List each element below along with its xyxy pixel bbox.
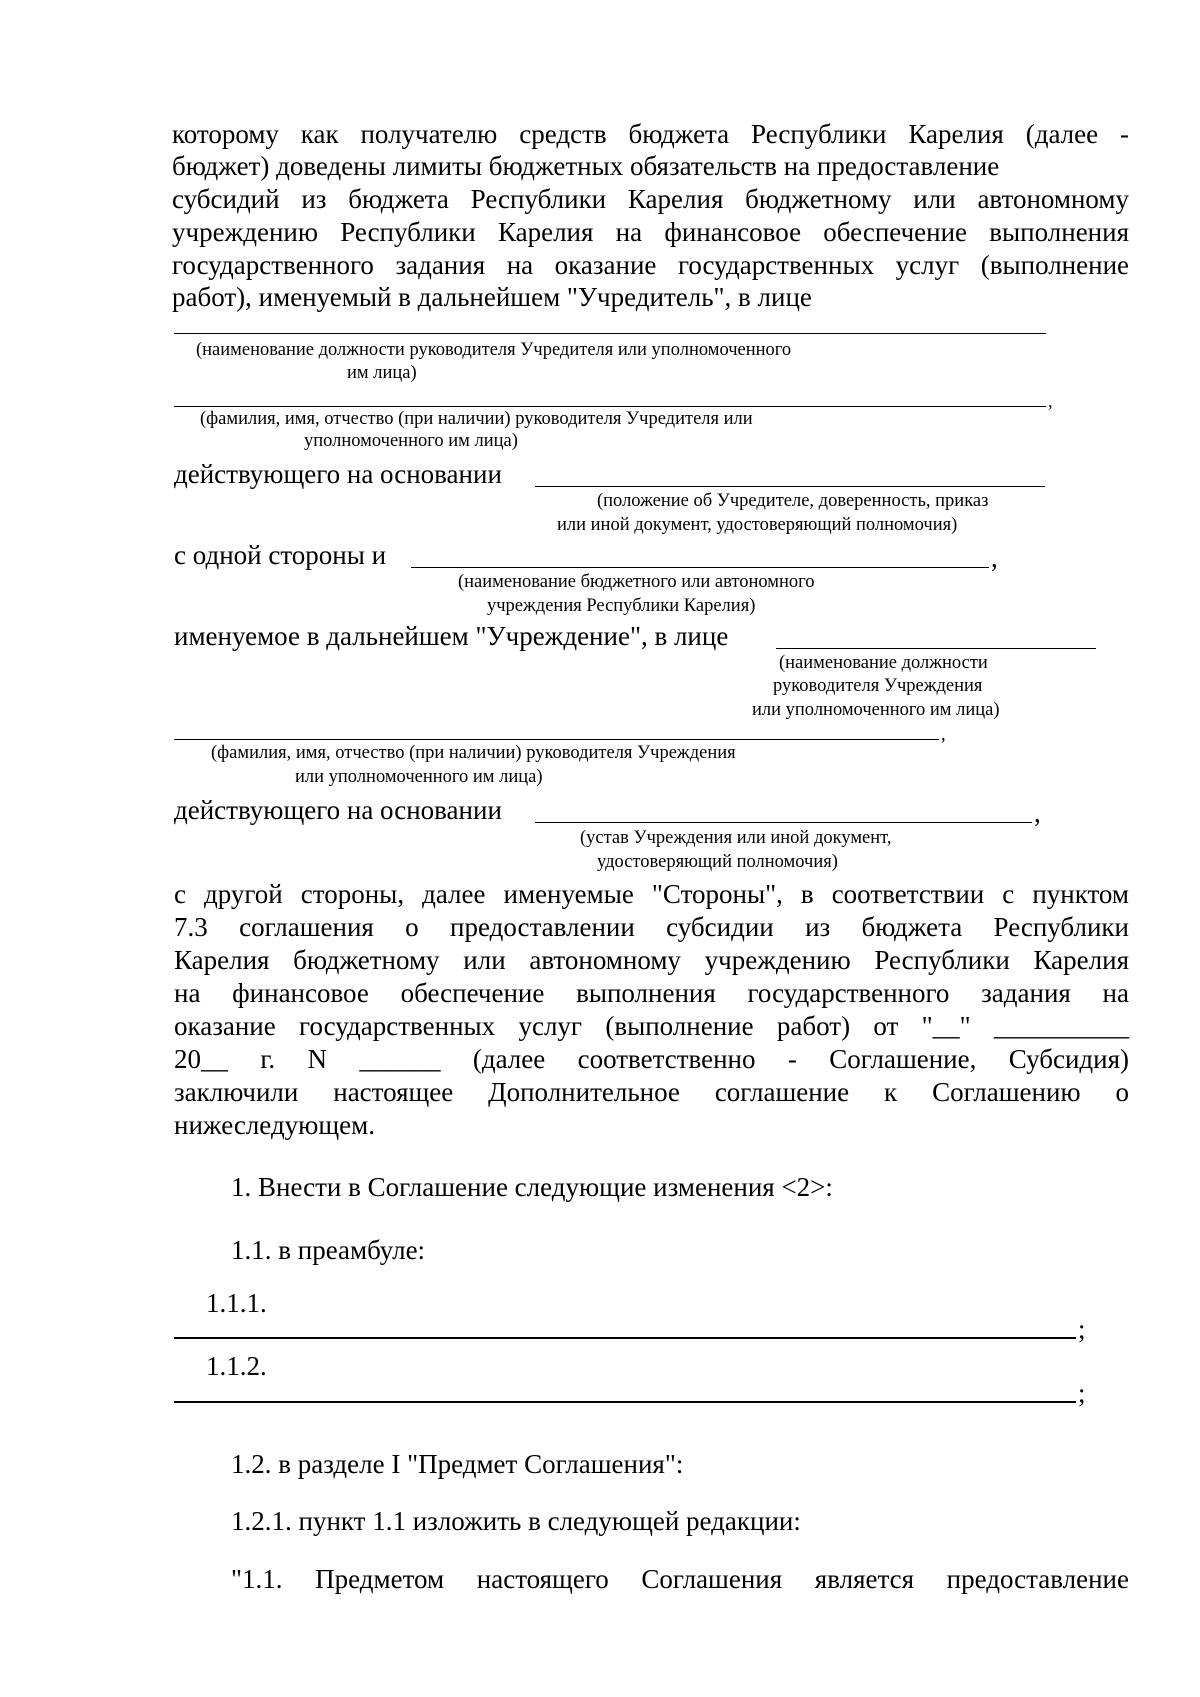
founder-position-field[interactable] bbox=[174, 333, 1046, 334]
agreement-line-7: заключили настоящее Дополнительное соглашение к Соглашению о bbox=[174, 1077, 1129, 1107]
institution-one-side-label: с одной стороны и bbox=[174, 540, 387, 570]
item-1-1-quote: "1.1. Предметом настоящего Соглашения является предоставление bbox=[231, 1564, 1129, 1594]
founder-name-caption-2: уполномоченного им лица) bbox=[304, 431, 518, 451]
institution-position-field[interactable] bbox=[776, 648, 1096, 649]
item-1-1-2: 1.1.2. bbox=[206, 1351, 267, 1381]
institution-acting-label: действующего на основании bbox=[174, 795, 502, 825]
founder-basis-caption-1: (положение об Учредителе, доверенность, приказ bbox=[597, 491, 989, 511]
agreement-line-3: Карелия бюджетному или автономному учреждению Республики Карелия bbox=[174, 945, 1129, 975]
item-1-1-1: 1.1.1. bbox=[206, 1288, 267, 1318]
institution-position-caption-1: (наименование должности bbox=[779, 653, 988, 673]
agreement-line-4: на финансовое обеспечение выполнения государственного задания на bbox=[174, 978, 1129, 1008]
institution-person-caption-2: или уполномоченного им лица) bbox=[295, 767, 543, 787]
founder-basis-caption-2: или иной документ, удостоверяющий полномочия) bbox=[557, 515, 958, 535]
institution-name-field[interactable] bbox=[411, 567, 989, 568]
institution-name-comma: , bbox=[991, 543, 998, 573]
institution-basis-caption-1: (устав Учреждения или иной документ, bbox=[580, 828, 892, 848]
agreement-line-8: нижеследующем. bbox=[174, 1110, 375, 1140]
institution-position-caption-2: руководителя Учреждения bbox=[773, 676, 983, 696]
institution-name-caption-1: (наименование бюджетного или автономного bbox=[458, 572, 815, 592]
founder-acting-label: действующего на основании bbox=[174, 459, 502, 489]
institution-name-caption-2: учреждения Республики Карелия) bbox=[487, 596, 756, 616]
item-1-1-1-field[interactable] bbox=[174, 1337, 1076, 1339]
intro-line-5: государственного задания на оказание государственных услуг (выполнение bbox=[172, 250, 1129, 280]
item-1-1-2-field[interactable] bbox=[174, 1401, 1076, 1403]
institution-basis-field[interactable] bbox=[535, 822, 1032, 823]
agreement-line-2: 7.3 соглашения о предоставлении субсидии из бюджета Республики bbox=[174, 912, 1129, 942]
founder-basis-field[interactable] bbox=[535, 486, 1045, 487]
item-1-1-2-semicolon: ; bbox=[1078, 1378, 1086, 1408]
institution-basis-caption-2: удостоверяющий полномочия) bbox=[597, 852, 838, 872]
item-1: 1. Внести в Соглашение следующие изменения <2>: bbox=[231, 1172, 833, 1202]
founder-name-comma: , bbox=[1048, 392, 1053, 412]
item-1-2-1: 1.2.1. пункт 1.1 изложить в следующей редакции: bbox=[231, 1506, 801, 1536]
institution-person-caption-1: (фамилия, имя, отчество (при наличии) руководителя Учреждения bbox=[211, 743, 736, 763]
item-1-2: 1.2. в разделе I "Предмет Соглашения": bbox=[231, 1449, 684, 1479]
institution-hereinafter-label: именуемое в дальнейшем "Учреждение", в лице bbox=[174, 621, 729, 651]
intro-line-1: которому как получателю средств бюджета Республики Карелия (далее - bbox=[172, 119, 1129, 149]
institution-position-caption-3: или уполномоченного им лица) bbox=[752, 700, 1000, 720]
intro-line-2: бюджет) доведены лимиты бюджетных обязательств на предоставление bbox=[172, 151, 1000, 181]
agreement-line-6: 20__ г. N ______ (далее соответственно - Соглашение, Субсидия) bbox=[174, 1044, 1129, 1074]
intro-line-6: работ), именуемый в дальнейшем "Учредитель", в лице bbox=[172, 282, 812, 312]
institution-person-comma: , bbox=[941, 725, 946, 745]
institution-person-field[interactable] bbox=[174, 739, 939, 740]
founder-position-caption-1: (наименование должности руководителя Учредителя или уполномоченного bbox=[196, 340, 792, 360]
intro-line-4: учреждению Республики Карелия на финансовое обеспечение выполнения bbox=[172, 217, 1129, 247]
founder-name-caption-1: (фамилия, имя, отчество (при наличии) руководителя Учредителя или bbox=[200, 409, 753, 429]
founder-position-caption-2: им лица) bbox=[347, 363, 417, 383]
agreement-line-1: с другой стороны, далее именуемые "Стороны", в соответствии с пунктом bbox=[174, 879, 1129, 909]
item-1-1: 1.1. в преамбуле: bbox=[231, 1235, 426, 1265]
intro-line-3: субсидий из бюджета Республики Карелия бюджетному или автономному bbox=[172, 184, 1129, 214]
agreement-line-5: оказание государственных услуг (выполнение работ) от "__" __________ bbox=[174, 1011, 1129, 1041]
founder-name-field[interactable] bbox=[174, 406, 1046, 407]
institution-acting-comma: , bbox=[1034, 798, 1041, 828]
item-1-1-1-semicolon: ; bbox=[1078, 1314, 1086, 1344]
